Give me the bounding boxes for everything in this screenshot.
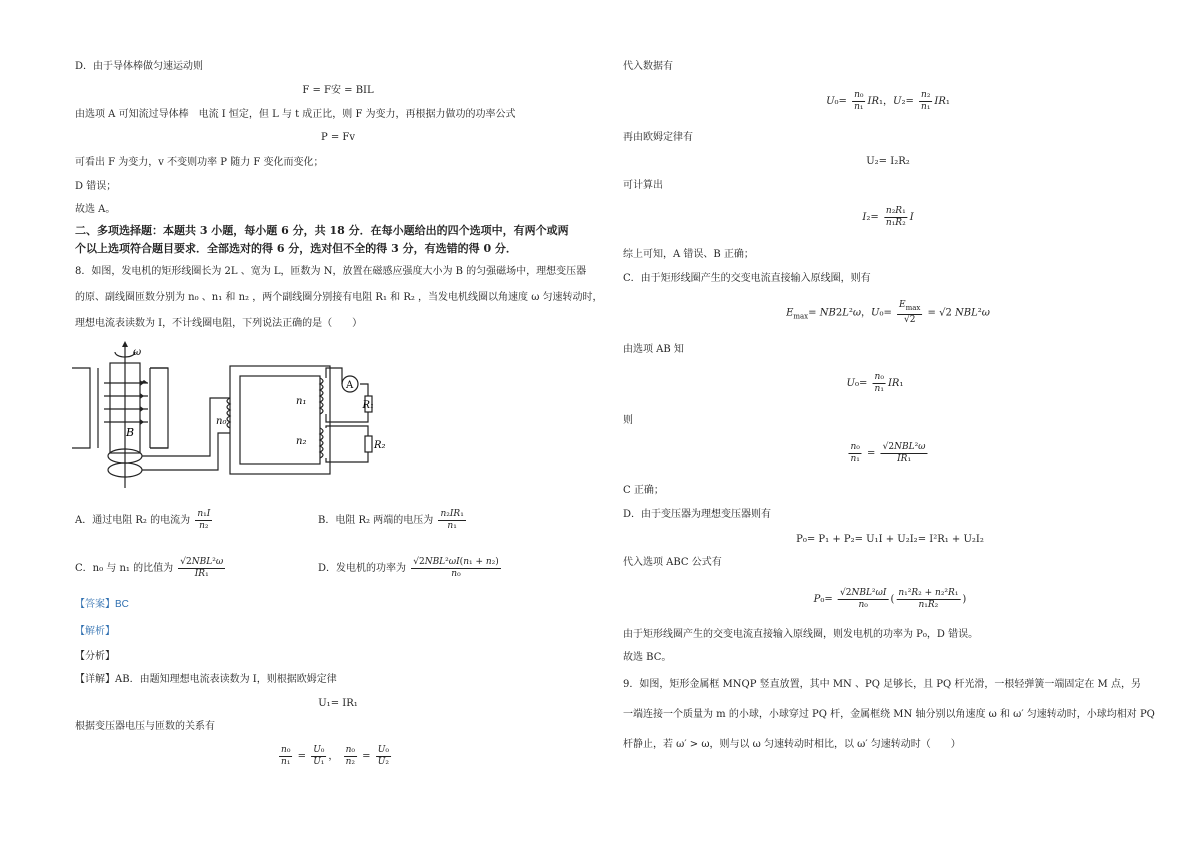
right-column	[600, 0, 1200, 849]
text-line: 则	[623, 415, 633, 426]
section-title: 个以上选项符合题目要求．全部选对的得 6 分，选对但不全的得 3 分，有选错的得 0 分．	[75, 242, 517, 255]
option-d	[318, 557, 503, 580]
text-line: 可看出 F 为变力，v 不变则功率 P 随力 F 变化而变化；	[75, 157, 324, 168]
text-line: 代入数据有	[623, 61, 673, 72]
text-line: 由于矩形线圈产生的交变电流直接输入原线圈，则发电机的功率为 P₀，D 错误。	[623, 629, 979, 640]
figure-label-n2: n₂	[296, 436, 307, 447]
text-line: C 正确；	[623, 485, 664, 496]
fraction: $\frac{\text{n₂IR₁}}{\text{n₁}}$	[440, 509, 464, 531]
question-text: 9．如图，矩形金属框 MNQP 竖直放置，其中 MN 、PQ 足够长，且 PQ 杆光滑，一根轻弹簧一端固定在 M 点，另	[623, 679, 1141, 690]
text-line: C．由于矩形线圈产生的交变电流直接输入原线圈，则有	[623, 273, 871, 284]
fraction: $\frac{\text{√2NBL²ωI(n₁ + n₂)}}{\text{n₀}}$	[413, 557, 499, 579]
text-line: D 错误；	[75, 181, 117, 192]
figure-label-n1: n₁	[296, 396, 307, 407]
text-line: 由选项 A 可知流过导体棒 电流 I 恒定，但 L 与 t 成正比，则 F 为变力，再根据力做功的功率公式	[75, 109, 516, 120]
option-d-text: D．发电机的功率为	[318, 563, 407, 574]
question-text: 一端连接一个质量为 m 的小球，小球穿过 PQ 杆，金属框绕 MN 轴分别以角速度 ω 和 ω′ 匀速转动时，小球均相对 PQ	[623, 709, 1155, 720]
fraction: $\frac{\text{n₁I}}{\text{n₂}}$	[197, 509, 211, 531]
equation: U₀= $\frac{\text{n₀}}{\text{n₁}}$ IR₁，U₂= $\frac{\text{n₂}}{\text{n₁}}$ IR₁	[826, 90, 950, 112]
equation: P = Fv	[320, 132, 356, 143]
equation: U₁= IR₁	[318, 698, 358, 709]
text-line: 可计算出	[623, 180, 663, 191]
option-b-text: B．电阻 R₂ 两端的电压为	[318, 515, 434, 526]
equation: F = F安 = BIL	[302, 85, 374, 96]
text-line: 【分析】	[75, 651, 115, 662]
question-text: 理想电流表读数为 I，不计线圈电阻，下列说法正确的是（ ）	[75, 318, 363, 329]
text-line: 综上可知，A 错误、B 正确；	[623, 249, 754, 260]
answer-tag: 【答案】BC	[75, 599, 129, 610]
figure-label-omega: ω	[133, 347, 142, 358]
question-text: 8．如图，发电机的矩形线圈长为 2L 、宽为 L，匝数为 N，放置在磁感应强度大小为 B 的匀强磁场中，理想变压器	[75, 266, 587, 277]
equation-turns-ratio: $\frac{\text{n₀}}{\text{n₁}}$ = $\frac{\text{U₀}}{\text{U₁}}$ ， $\frac{\text{n₀}}{\text{n₂}}$ = $\frac{\text{U₀}}{\text{U₂}}$	[281, 745, 389, 767]
figure-label-b: B	[126, 426, 135, 439]
text-line: 代入选项 ABC 公式有	[623, 557, 722, 568]
equation: $\frac{\text{n₀}}{\text{n₁}}$ = $\frac{\text{√2NBL²ω}}{\text{IR₁}}$	[850, 442, 926, 464]
figure-label-r2: R₂	[374, 440, 386, 451]
option-c-text: C．n₀ 与 n₁ 的比值为	[75, 563, 174, 574]
option-c	[75, 557, 227, 580]
equation: U₂= I₂R₂	[866, 156, 910, 167]
question-text: 杆静止，若 ω′ > ω，则与以 ω 匀速转动时相比，以 ω′ 匀速转动时（ ）	[623, 739, 961, 750]
option-b	[318, 509, 468, 532]
text-line: 故选 A。	[75, 204, 116, 215]
text-line: 根据变压器电压与匝数的关系有	[75, 721, 215, 732]
equation: P₀= P₁ + P₂= U₁I + U₂I₂= I²R₁ + U₂I₂	[796, 534, 984, 545]
equation: I₂= $\frac{\text{n₂R₁}}{\text{n₁R₂}}$ I	[862, 206, 914, 228]
analysis-tag: 【解析】	[75, 626, 115, 637]
question-text: 的原、副线圈匝数分别为 n₀ 、n₁ 和 n₂ ，两个副线圈分别接有电阻 R₁ 和 R₂ ，当发电机线圈以角速度 ω 匀速转动时，	[75, 292, 603, 303]
option-a-text: A．通过电阻 R₂ 的电流为	[75, 515, 191, 526]
text-line: 再由欧姆定律有	[623, 132, 693, 143]
text-line: 故选 BC。	[623, 652, 672, 663]
generator-transformer-figure	[70, 338, 386, 488]
text-line: 【详解】AB．由题知理想电流表读数为 I，则根据欧姆定律	[75, 674, 337, 685]
text-line: D．由于变压器为理想变压器则有	[623, 509, 772, 520]
figure-label-n0: n₀	[216, 416, 227, 427]
equation: P₀= $\frac{\text{√2NBL²ωI}}{\text{n₀}}$ ( $\frac{\text{n₁²R₂ + n₂²R₁}}{\text{n₁R₂}}$ )	[813, 588, 967, 610]
figure-label-r1: R₁	[362, 400, 374, 411]
ammeter-label: A	[346, 380, 354, 391]
text-line: 由选项 AB 知	[623, 344, 684, 355]
text-line: D．由于导体棒做匀速运动则	[75, 61, 204, 72]
equation: U₀= $\frac{\text{n₀}}{\text{n₁}}$ IR₁	[846, 372, 904, 394]
option-a	[75, 509, 214, 532]
equation: $E_{max}= NB2L^2\omega$，U₀= $\frac{E_{max}}{√2}$ = √2 NBL²ω	[786, 300, 990, 325]
fraction: $\frac{\text{√2NBL²ω}}{\text{IR₁}}$	[180, 557, 224, 579]
section-title: 二、多项选择题：本题共 3 小题，每小题 6 分，共 18 分．在每小题给出的四个选项中，有两个或两	[75, 224, 569, 237]
